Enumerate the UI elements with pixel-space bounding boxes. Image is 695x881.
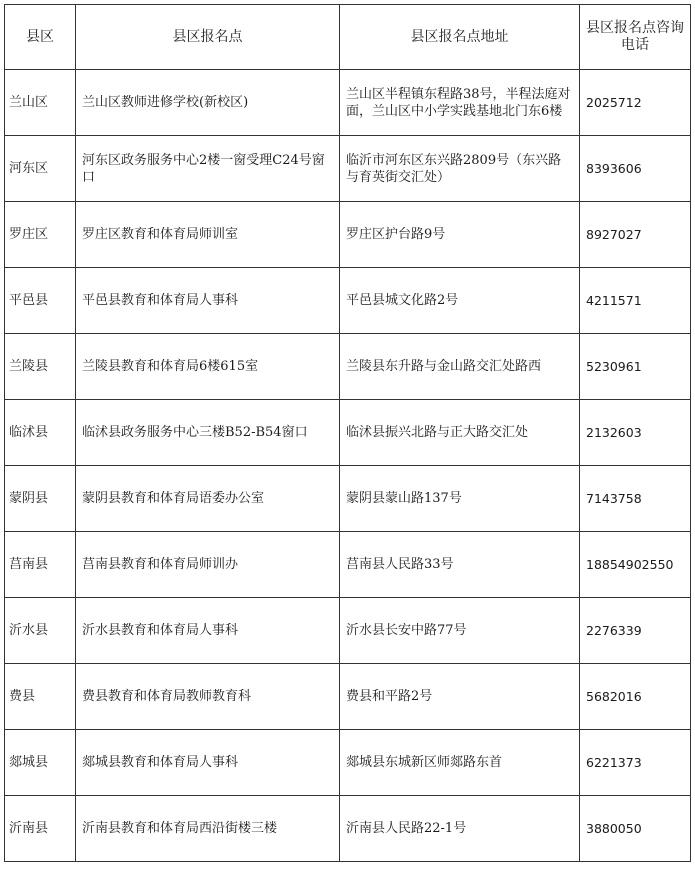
site-cell: 蒙阴县教育和体育局语委办公室 [76,466,340,532]
phone-cell: 2025712 [580,70,691,136]
address-cell: 费县和平路2号 [340,664,580,730]
county-cell: 莒南县 [5,532,76,598]
county-cell: 兰山区 [5,70,76,136]
county-cell: 蒙阴县 [5,466,76,532]
table-row [5,400,691,466]
registration-sites-table-wrapper [4,4,691,862]
county-cell: 兰陵县 [5,334,76,400]
address-cell: 莒南县人民路33号 [340,532,580,598]
phone-cell: 2132603 [580,400,691,466]
address-cell: 临沂市河东区东兴路2809号（东兴路与育英街交汇处） [340,136,580,202]
address-cell: 临沭县振兴北路与正大路交汇处 [340,400,580,466]
table-row [5,334,691,400]
site-cell: 兰陵县教育和体育局6楼615室 [76,334,340,400]
site-cell: 临沭县政务服务中心三楼B52-B54窗口 [76,400,340,466]
site-cell: 兰山区教师进修学校(新校区) [76,70,340,136]
address-cell: 沂水县长安中路77号 [340,598,580,664]
county-cell: 平邑县 [5,268,76,334]
address-cell: 兰山区半程镇东程路38号，半程法庭对面，兰山区中小学实践基地北门东6楼 [340,70,580,136]
table-body [5,70,691,862]
address-cell: 沂南县人民路22-1号 [340,796,580,862]
address-cell: 郯城县东城新区师郯路东首 [340,730,580,796]
registration-sites-table [4,4,691,862]
header-row [5,5,691,70]
table-row [5,664,691,730]
table-row [5,466,691,532]
county-cell: 临沭县 [5,400,76,466]
address-cell: 平邑县城文化路2号 [340,268,580,334]
table-row [5,70,691,136]
table-row [5,268,691,334]
header-county: 县区 [5,5,76,70]
site-cell: 沂水县教育和体育局人事科 [76,598,340,664]
site-cell: 罗庄区教育和体育局师训室 [76,202,340,268]
county-cell: 沂南县 [5,796,76,862]
table-row [5,532,691,598]
header-address: 县区报名点地址 [340,5,580,70]
header-phone: 县区报名点咨询电话 [580,5,691,70]
table-row [5,598,691,664]
table-row [5,730,691,796]
county-cell: 河东区 [5,136,76,202]
site-cell: 郯城县教育和体育局人事科 [76,730,340,796]
phone-cell: 18854902550 [580,532,691,598]
site-cell: 莒南县教育和体育局师训办 [76,532,340,598]
county-cell: 沂水县 [5,598,76,664]
table-row [5,136,691,202]
phone-cell: 3880050 [580,796,691,862]
phone-cell: 5682016 [580,664,691,730]
phone-cell: 8393606 [580,136,691,202]
table-header [5,5,691,70]
table-row [5,202,691,268]
phone-cell: 6221373 [580,730,691,796]
county-cell: 罗庄区 [5,202,76,268]
address-cell: 罗庄区护台路9号 [340,202,580,268]
address-cell: 兰陵县东升路与金山路交汇处路西 [340,334,580,400]
site-cell: 费县教育和体育局教师教育科 [76,664,340,730]
header-site: 县区报名点 [76,5,340,70]
site-cell: 沂南县教育和体育局西沿街楼三楼 [76,796,340,862]
county-cell: 费县 [5,664,76,730]
phone-cell: 7143758 [580,466,691,532]
phone-cell: 8927027 [580,202,691,268]
phone-cell: 2276339 [580,598,691,664]
phone-cell: 4211571 [580,268,691,334]
site-cell: 河东区政务服务中心2楼一窗受理C24号窗口 [76,136,340,202]
site-cell: 平邑县教育和体育局人事科 [76,268,340,334]
county-cell: 郯城县 [5,730,76,796]
phone-cell: 5230961 [580,334,691,400]
address-cell: 蒙阴县蒙山路137号 [340,466,580,532]
table-row [5,796,691,862]
